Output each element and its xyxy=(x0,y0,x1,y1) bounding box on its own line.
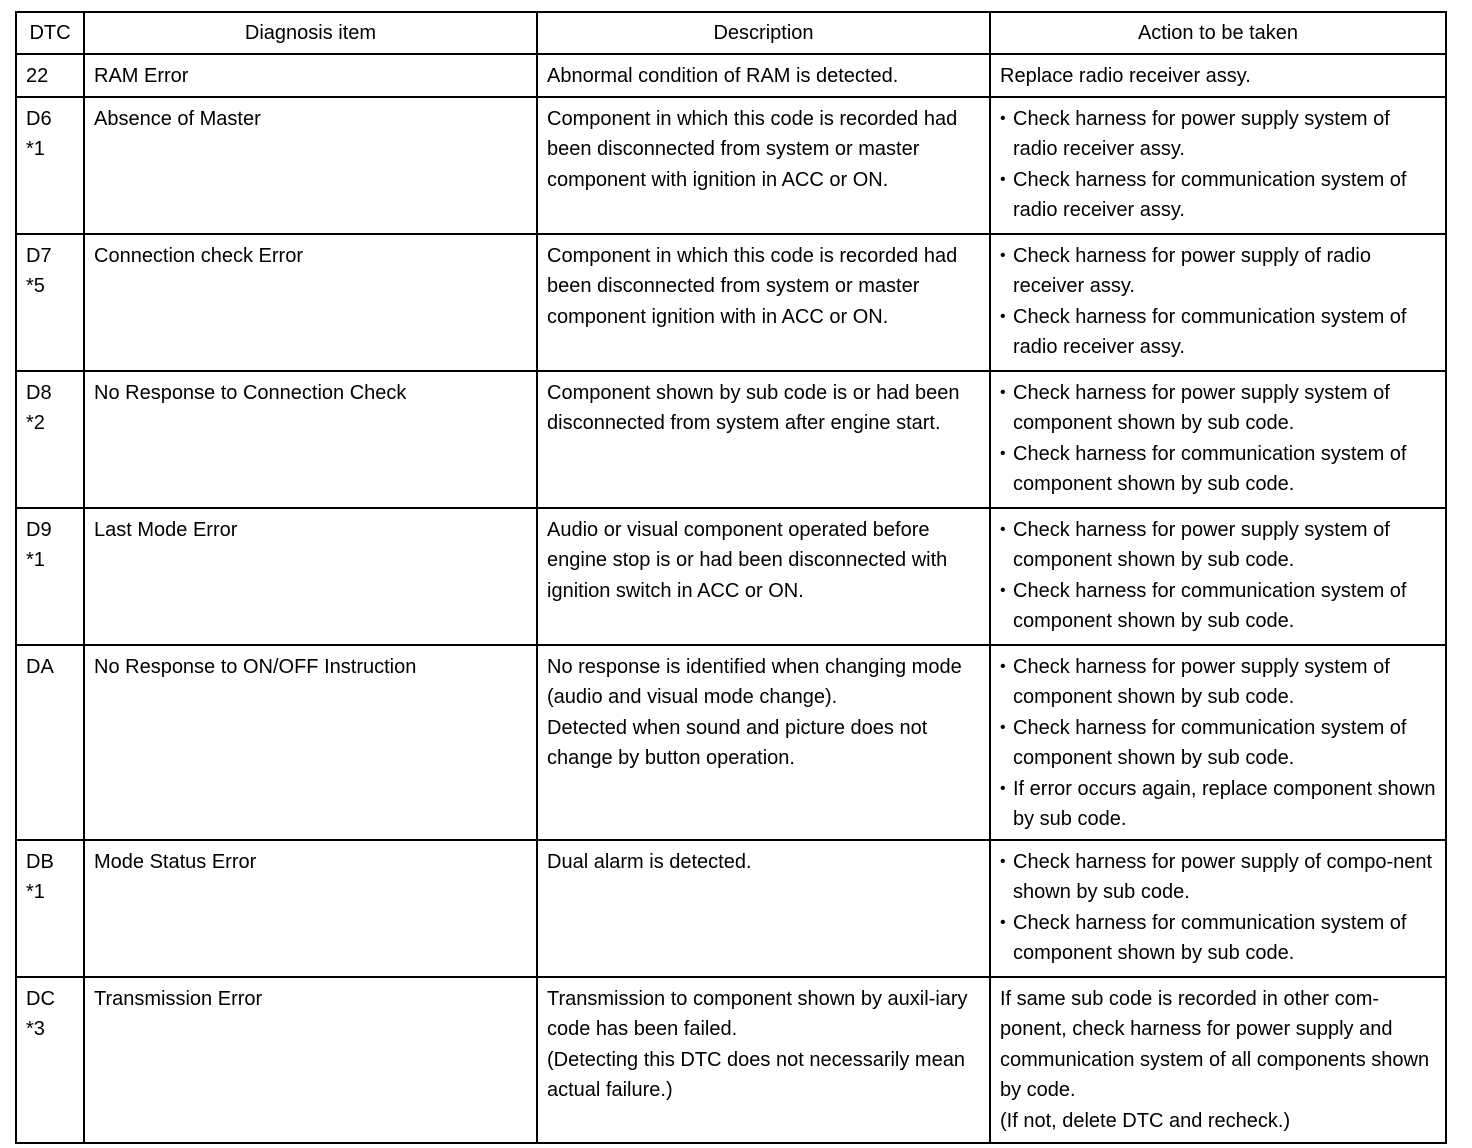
dtc-code: D9 xyxy=(26,519,52,541)
action-bullet: • Check harness for communication system of component shown by sub code. xyxy=(1000,908,1436,969)
dtc-footnote: *3 xyxy=(26,1018,45,1041)
description-text: Detected when sound and picture does not change by button operation. xyxy=(547,716,928,770)
dtc-cell xyxy=(16,645,84,840)
dtc-cell xyxy=(16,234,84,371)
dtc-cell xyxy=(16,371,84,508)
table-row xyxy=(16,371,1446,508)
description-text: No response is identified when changing mode (audio and visual mode change). xyxy=(547,656,962,709)
action-text: (If not, delete DTC and recheck.) xyxy=(1000,1109,1291,1132)
description-cell xyxy=(537,645,990,840)
action-cell xyxy=(990,234,1446,371)
action-text: Replace radio receiver assy. xyxy=(1000,65,1251,87)
dtc-footnote: *1 xyxy=(26,881,45,904)
dtc-footnote: *5 xyxy=(26,275,45,298)
dtc-footnote: *2 xyxy=(26,412,45,435)
dtc-code: DA xyxy=(26,656,54,678)
action-bullet: • If error occurs again, replace component shown by sub code. xyxy=(1000,774,1436,835)
dtc-cell xyxy=(16,840,84,977)
header-row xyxy=(16,12,1446,54)
action-bullet: • Check harness for communication system of component shown by sub code. xyxy=(1000,576,1436,637)
diagnosis-item-cell: Transmission Error xyxy=(84,977,537,1143)
description-text: Abnormal condition of RAM is detected. xyxy=(547,65,899,87)
diagnosis-item-cell: Connection check Error xyxy=(84,234,537,371)
description-cell xyxy=(537,234,990,371)
description-cell xyxy=(537,508,990,645)
action-bullet: • Check harness for power supply system of component shown by sub code. xyxy=(1000,515,1436,576)
action-cell xyxy=(990,840,1446,977)
description-text: Component in which this code is recorded had been disconnected from system or master component with ignition in ACC or ON. xyxy=(547,108,958,191)
action-cell xyxy=(990,54,1446,97)
description-text: Audio or visual component operated before engine stop is or had been disconnected with ignition switch in ACC or ON. xyxy=(547,519,948,602)
table-row xyxy=(16,977,1446,1143)
dtc-table xyxy=(15,11,1447,1144)
action-bullet: • Check harness for communication system of radio receiver assy. xyxy=(1000,302,1436,363)
table-body xyxy=(16,54,1446,1143)
description-cell xyxy=(537,977,990,1143)
dtc-code: D6 xyxy=(26,108,52,130)
dtc-code: D8 xyxy=(26,382,52,404)
diagnosis-item-cell: Absence of Master xyxy=(84,97,537,234)
action-cell xyxy=(990,97,1446,234)
header-action: Action to be taken xyxy=(990,12,1446,54)
action-cell xyxy=(990,508,1446,645)
action-bullet: • Check harness for communication system of radio receiver assy. xyxy=(1000,165,1436,226)
action-bullet: • Check harness for power supply system of radio receiver assy. xyxy=(1000,104,1436,165)
diagnosis-item-cell: RAM Error xyxy=(84,54,537,97)
description-text: Dual alarm is detected. xyxy=(547,851,752,873)
dtc-code: DB xyxy=(26,851,54,873)
action-bullet: • Check harness for power supply system of component shown by sub code. xyxy=(1000,652,1436,713)
table-row xyxy=(16,840,1446,977)
dtc-code: 22 xyxy=(26,65,49,87)
description-text: Component in which this code is recorded had been disconnected from system or master component ignition with in ACC or ON. xyxy=(547,245,958,328)
description-text: Transmission to component shown by auxil-iary code has been failed. xyxy=(547,988,968,1041)
table-row xyxy=(16,234,1446,371)
dtc-table-sheet xyxy=(15,11,1445,1144)
diagnosis-item-cell: Last Mode Error xyxy=(84,508,537,645)
header-description: Description xyxy=(537,12,990,54)
header-dtc: DTC xyxy=(16,12,84,54)
description-cell xyxy=(537,840,990,977)
diagnosis-item-cell: No Response to ON/OFF Instruction xyxy=(84,645,537,840)
header-diagnosis-item: Diagnosis item xyxy=(84,12,537,54)
action-text: If same sub code is recorded in other com-ponent, check harness for power supply and communication system of all components shown by code. xyxy=(1000,988,1430,1102)
action-cell xyxy=(990,977,1446,1143)
action-bullet: • Check harness for power supply system of component shown by sub code. xyxy=(1000,378,1436,439)
action-bullet: • Check harness for communication system of component shown by sub code. xyxy=(1000,439,1436,500)
dtc-cell xyxy=(16,54,84,97)
table-row xyxy=(16,508,1446,645)
dtc-footnote: *1 xyxy=(26,138,45,161)
dtc-cell xyxy=(16,977,84,1143)
dtc-code: D7 xyxy=(26,245,52,267)
diagnosis-item-cell: No Response to Connection Check xyxy=(84,371,537,508)
description-cell xyxy=(537,97,990,234)
description-text: (Detecting this DTC does not necessarily mean actual failure.) xyxy=(547,1048,965,1102)
dtc-cell xyxy=(16,508,84,645)
description-text: Component shown by sub code is or had been disconnected from system after engine start. xyxy=(547,382,960,435)
description-cell xyxy=(537,371,990,508)
dtc-code: DC xyxy=(26,988,55,1010)
action-cell xyxy=(990,371,1446,508)
table-row xyxy=(16,645,1446,840)
table-row xyxy=(16,54,1446,97)
action-bullet: • Check harness for power supply of radio receiver assy. xyxy=(1000,241,1436,302)
dtc-footnote: *1 xyxy=(26,549,45,572)
action-bullet: • Check harness for communication system of component shown by sub code. xyxy=(1000,713,1436,774)
action-cell xyxy=(990,645,1446,840)
diagnosis-item-cell: Mode Status Error xyxy=(84,840,537,977)
table-row xyxy=(16,97,1446,234)
dtc-cell xyxy=(16,97,84,234)
description-cell xyxy=(537,54,990,97)
action-bullet: • Check harness for power supply of compo-nent shown by sub code. xyxy=(1000,847,1436,908)
